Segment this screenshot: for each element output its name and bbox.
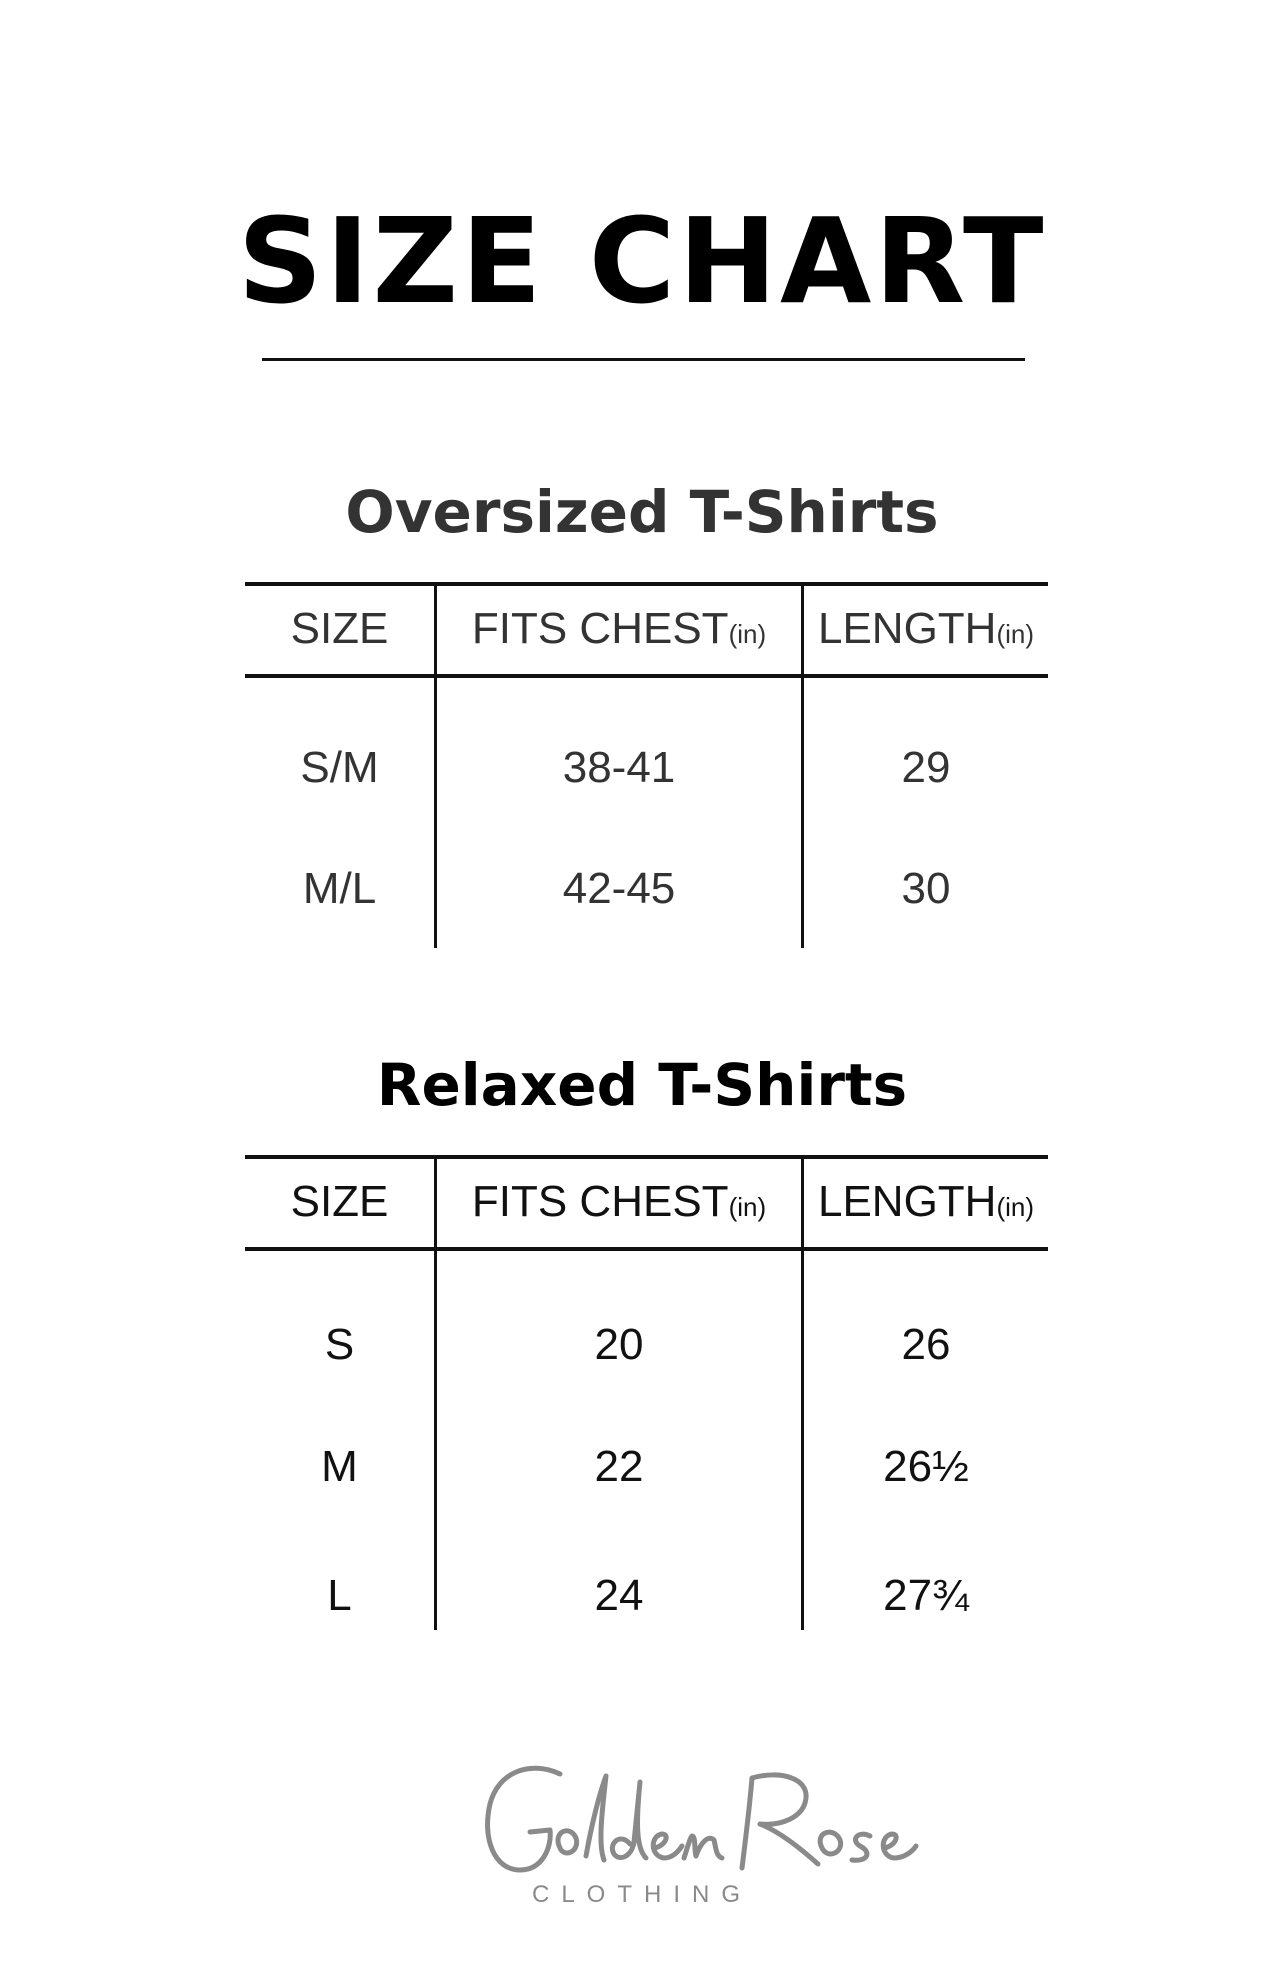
header-chest-unit: (in)	[728, 1192, 767, 1222]
table-header-rule	[245, 1247, 1048, 1251]
table-top-rule	[245, 1155, 1048, 1159]
header-length	[804, 1169, 1048, 1235]
cell-size: M/L	[302, 864, 377, 913]
header-length-unit: (in)	[996, 1192, 1035, 1222]
cell-chest: 22	[594, 1442, 644, 1491]
cell-length: 27¾	[883, 1571, 969, 1620]
cell-chest: 24	[594, 1571, 644, 1620]
header-fits-chest-label: FITS CHEST	[471, 1177, 729, 1226]
oversized-heading: Oversized T-Shirts	[345, 478, 939, 546]
page-title: SIZE CHART	[237, 192, 1047, 330]
cell-size: S/M	[300, 743, 379, 792]
cell-chest: 42-45	[562, 864, 676, 913]
cell-size: M	[321, 1442, 358, 1491]
table-header-rule	[245, 674, 1048, 678]
cell-length: 29	[901, 743, 951, 792]
header-fits-chest	[437, 596, 801, 662]
cell-size: L	[327, 1571, 352, 1620]
header-size: SIZE	[290, 1177, 389, 1226]
header-fits-chest	[437, 1169, 801, 1235]
title-underline	[262, 358, 1025, 361]
header-length-label: LENGTH	[817, 604, 997, 653]
cell-length: 26½	[883, 1442, 969, 1491]
cell-length: 26	[901, 1320, 951, 1369]
header-chest-unit: (in)	[728, 619, 767, 649]
cell-size: S	[324, 1320, 355, 1369]
cell-chest: 20	[594, 1320, 644, 1369]
table-top-rule	[245, 582, 1048, 586]
header-length	[804, 596, 1048, 662]
header-length-unit: (in)	[996, 619, 1035, 649]
cell-chest: 38-41	[562, 743, 676, 792]
header-fits-chest-label: FITS CHEST	[471, 604, 729, 653]
cell-length: 30	[901, 864, 951, 913]
header-length-label: LENGTH	[817, 1177, 997, 1226]
relaxed-heading: Relaxed T-Shirts	[376, 1051, 908, 1119]
golden-rose-logo	[0, 1752, 1284, 1912]
logo-subtext: CLOTHING	[531, 1881, 753, 1908]
header-size: SIZE	[290, 604, 389, 653]
